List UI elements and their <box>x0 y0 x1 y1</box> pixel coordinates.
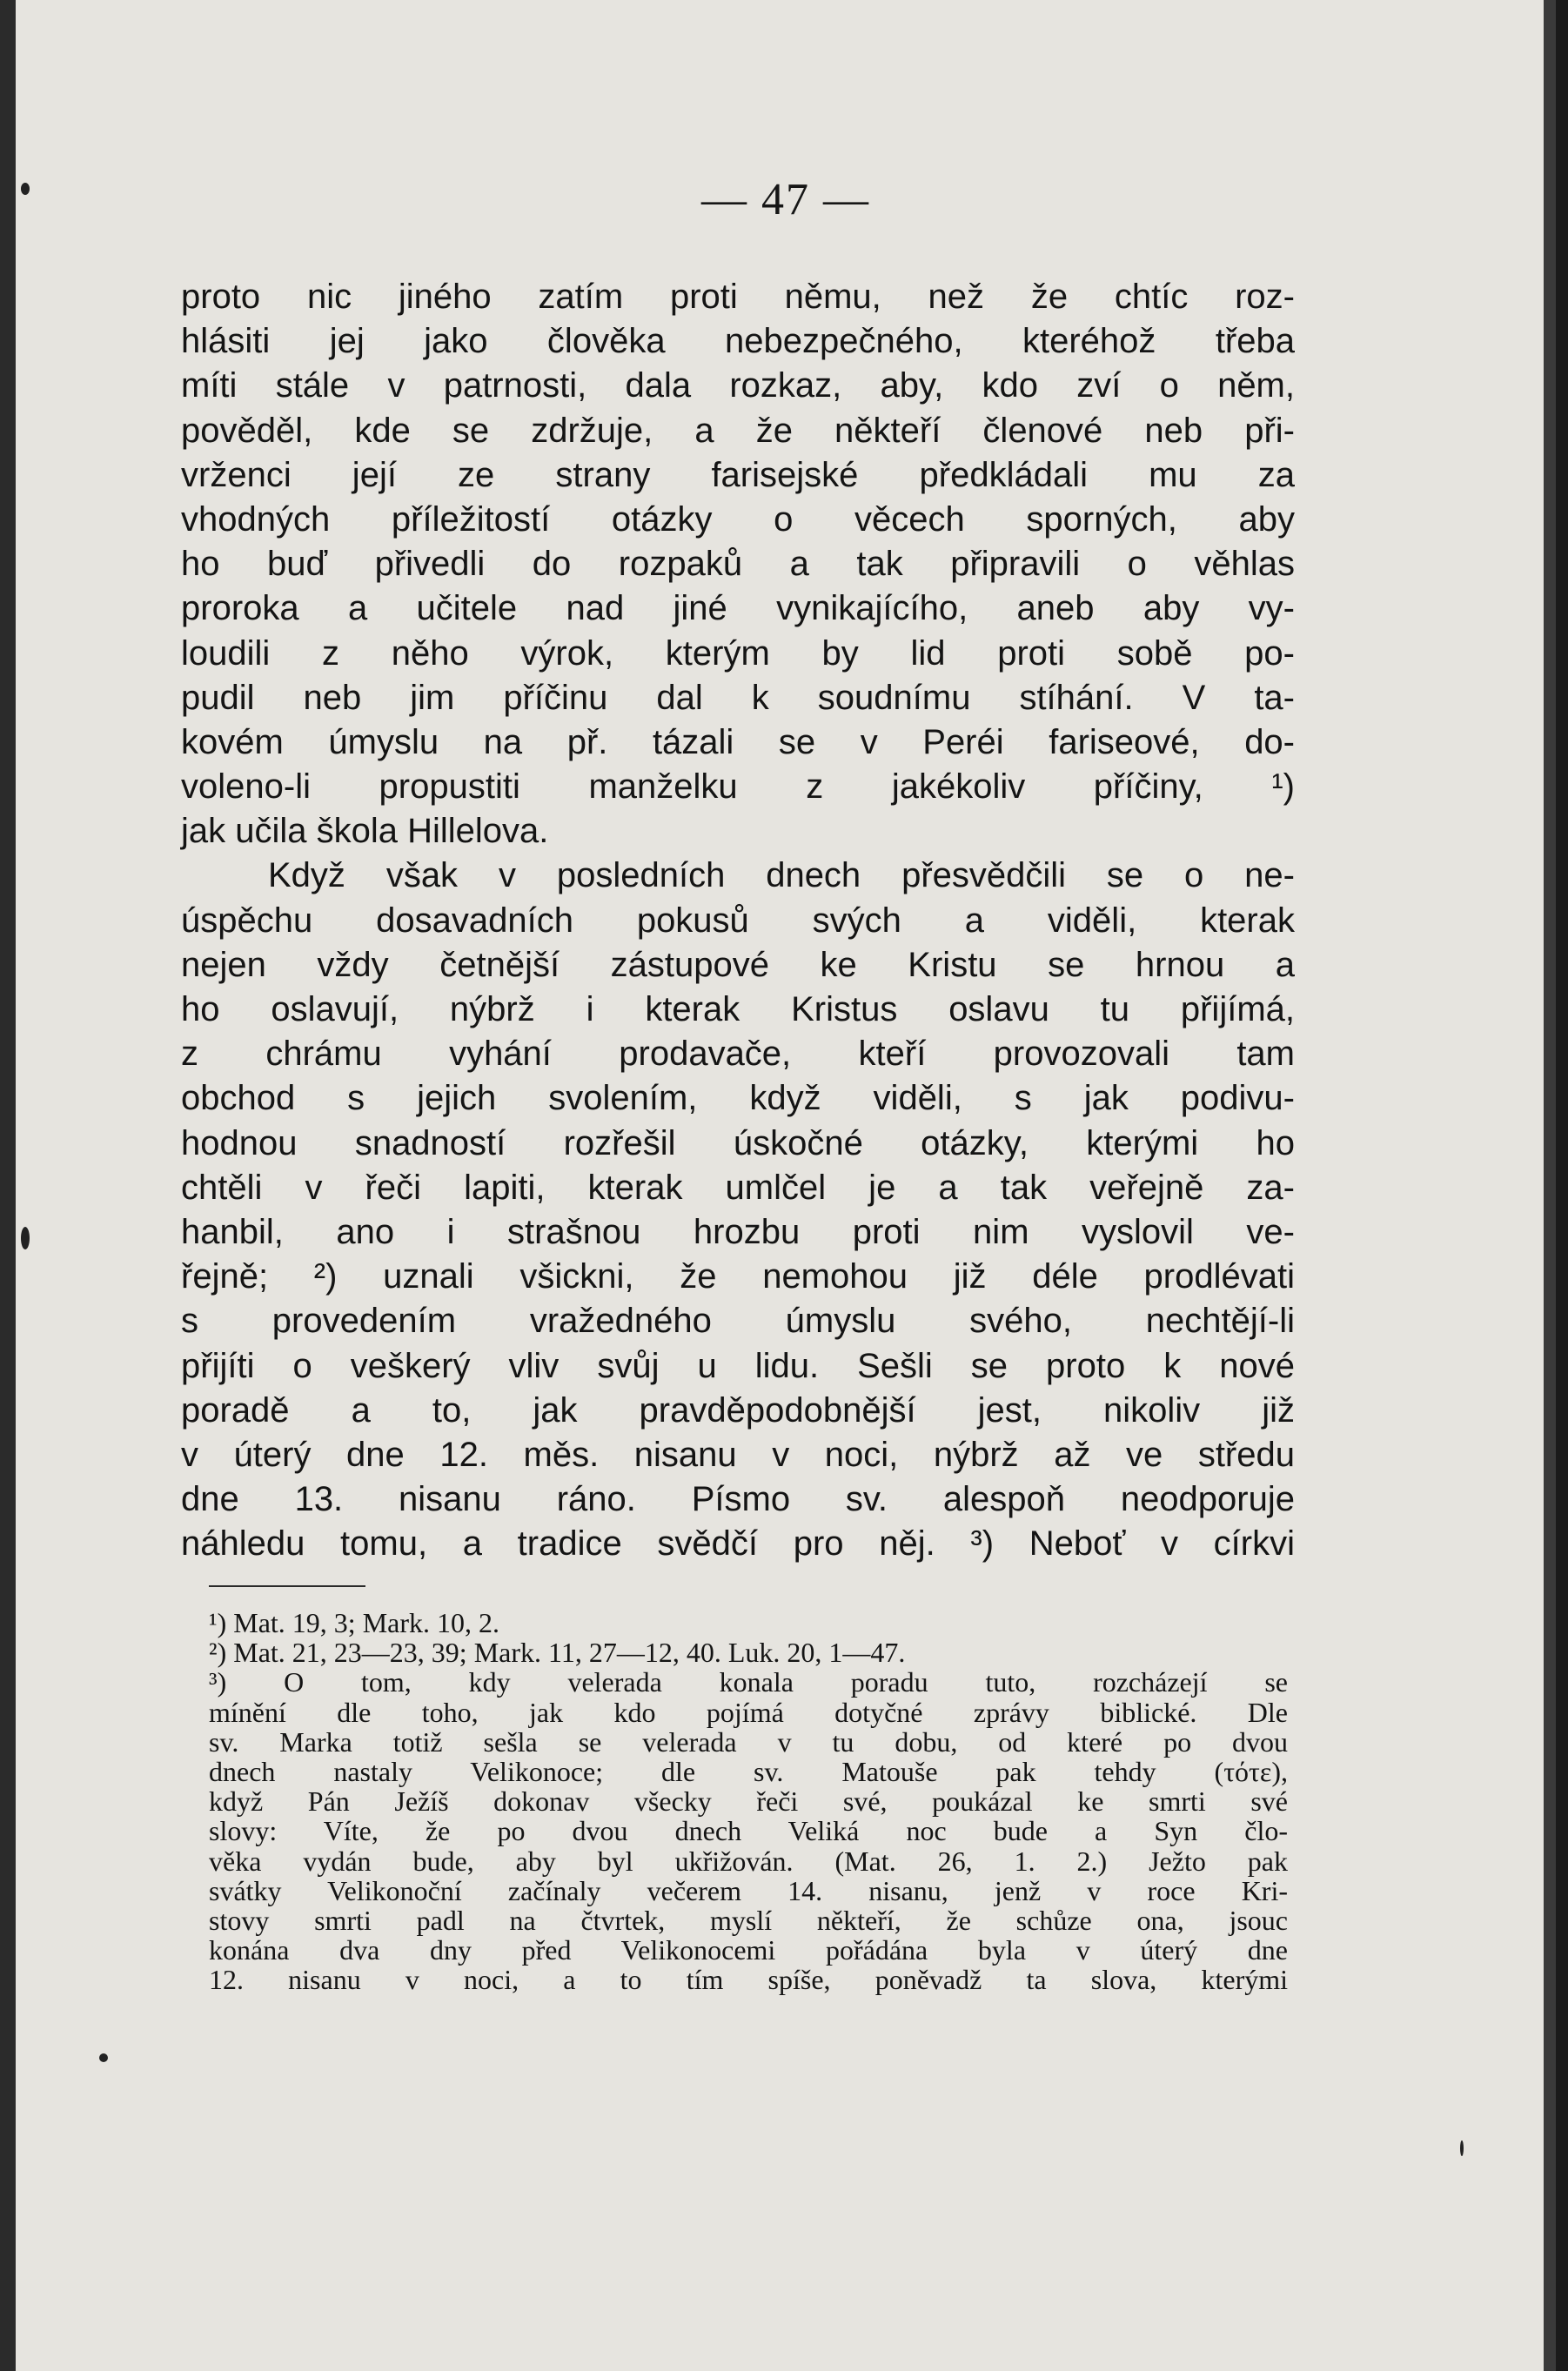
text-line: proto nic jiného zatím proti němu, než že chtíc roz- <box>181 278 1295 316</box>
text-line: poradě a to, jak pravděpodobnější jest, nikoliv již <box>181 1390 1295 1430</box>
text-line: s provedením vražedného úmyslu svého, nechtějí-li <box>181 1302 1295 1341</box>
text-line: vrženci její ze strany farisejské předkládali mu za <box>181 455 1295 494</box>
footnote-line: když Pán Ježíš dokonav všecky řeči své, poukázal ke smrti své <box>209 1785 1288 1818</box>
text-line: hanbil, ano i strašnou hrozbu proti nim vyslovil ve- <box>181 1212 1295 1251</box>
text-line: v úterý dne 12. měs. nisanu v noci, nýbrž až ve středu <box>181 1435 1295 1474</box>
text-line: pudil neb jim příčinu dal k soudnímu stíhání. V ta- <box>181 678 1295 717</box>
footnote-line: ²) Mat. 21, 23—23, 39; Mark. 11, 27—12, 40. Luk. 20, 1—47. <box>209 1637 906 1669</box>
footnote-line: ³) O tom, kdy velerada konala poradu tuto, rozcházejí se <box>209 1666 1288 1698</box>
text-line: kovém úmyslu na př. tázali se v Peréi fariseové, do- <box>181 722 1295 761</box>
text-line: hodnou snadností rozřešil úskočné otázky, kterými ho <box>181 1123 1295 1162</box>
footnote-line: věka vydán bude, aby byl ukřižován. (Mat. 26, 1. 2.) Ježto pak <box>209 1845 1288 1877</box>
footnote-line: 12. nisanu v noci, a to tím spíše, poněvadž ta slova, kterými <box>209 1964 1288 1996</box>
text-line: chtěli v řeči lapiti, kterak umlčel je a tak veřejně za- <box>181 1168 1295 1207</box>
text-line: ho buď přivedli do rozpaků a tak připravili o věhlas <box>181 545 1295 584</box>
footnote-line: sv. Marka totiž sešla se velerada v tu dobu, od které po dvou <box>209 1725 1288 1758</box>
main-text <box>181 275 1295 1566</box>
text-line: nejen vždy četnější zástupové ke Kristu se hrnou a <box>181 945 1295 984</box>
footnote-line: konána dva dny před Velikonocemi pořádána byla v úterý dne <box>209 1934 1288 1966</box>
text-line: míti stále v patrnosti, dala rozkaz, aby, kdo zví o něm, <box>181 366 1295 405</box>
text-line: Když však v posledních dnech přesvědčili se o ne- <box>268 856 1295 895</box>
text-line: ho oslavují, nýbrž i kterak Kristus oslavu tu přijímá, <box>181 990 1295 1028</box>
text-line: z chrámu vyhání prodavače, kteří provozovali tam <box>181 1035 1295 1074</box>
text-line: pověděl, kde se zdržuje, a že někteří členové neb při- <box>181 411 1295 450</box>
scan-speck <box>1460 2140 1464 2156</box>
footnote-line: slovy: Víte, že po dvou dnech Veliká noc bude a Syn člo- <box>209 1815 1288 1847</box>
page-number: — 47 — <box>701 175 870 224</box>
footnote-line: dnech nastaly Velikonoce; dle sv. Matouše pak tehdy (τότε), <box>209 1755 1288 1787</box>
text-line: jak učila škola Hillelova. <box>181 812 549 851</box>
footnote-line: svátky Velikonoční začínaly večerem 14. nisanu, jenž v roce Kri- <box>209 1874 1288 1906</box>
text-line: řejně; ²) uznali všickni, že nemohou již déle prodlévati <box>181 1257 1295 1296</box>
scan-speck <box>21 1227 30 1249</box>
footnote-separator <box>209 1585 365 1587</box>
text-line: obchod s jejich svolením, když viděli, s jak podivu- <box>181 1079 1295 1118</box>
text-line: úspěchu dosavadních pokusů svých a viděli, kterak <box>181 901 1295 940</box>
footnote-line: stovy smrti padl na čtvrtek, myslí někteří, že schůze ona, jsouc <box>209 1904 1288 1936</box>
footnote-line: ¹) Mat. 19, 3; Mark. 10, 2. <box>209 1607 499 1638</box>
footnotes <box>209 1608 1288 1994</box>
text-line: proroka a učitele nad jiné vynikajícího, aneb aby vy- <box>181 589 1295 628</box>
text-line: voleno-li propustiti manželku z jakékoliv příčiny, ¹) <box>181 767 1295 807</box>
scan-speck <box>99 2053 108 2062</box>
text-line: hlásiti jej jako člověka nebezpečného, kteréhož třeba <box>181 322 1295 361</box>
scan-right-edge <box>1544 0 1556 2371</box>
text-line: loudili z něho výrok, kterým by lid proti sobě po- <box>181 633 1295 673</box>
scan-left-edge <box>0 0 16 2371</box>
scan-speck <box>21 183 30 195</box>
text-line: dne 13. nisanu ráno. Písmo sv. alespoň neodporuje <box>181 1480 1295 1519</box>
text-line: přijíti o veškerý vliv svůj u lidu. Sešli se proto k nové <box>181 1346 1295 1385</box>
book-page <box>16 0 1556 2371</box>
text-line: náhledu tomu, a tradice svědčí pro něj. ³) Neboť v církvi <box>181 1524 1295 1564</box>
footnote-line: mínění dle toho, jak kdo pojímá dotyčné zprávy biblické. Dle <box>209 1696 1288 1728</box>
text-line: vhodných příležitostí otázky o věcech sporných, aby <box>181 499 1295 539</box>
